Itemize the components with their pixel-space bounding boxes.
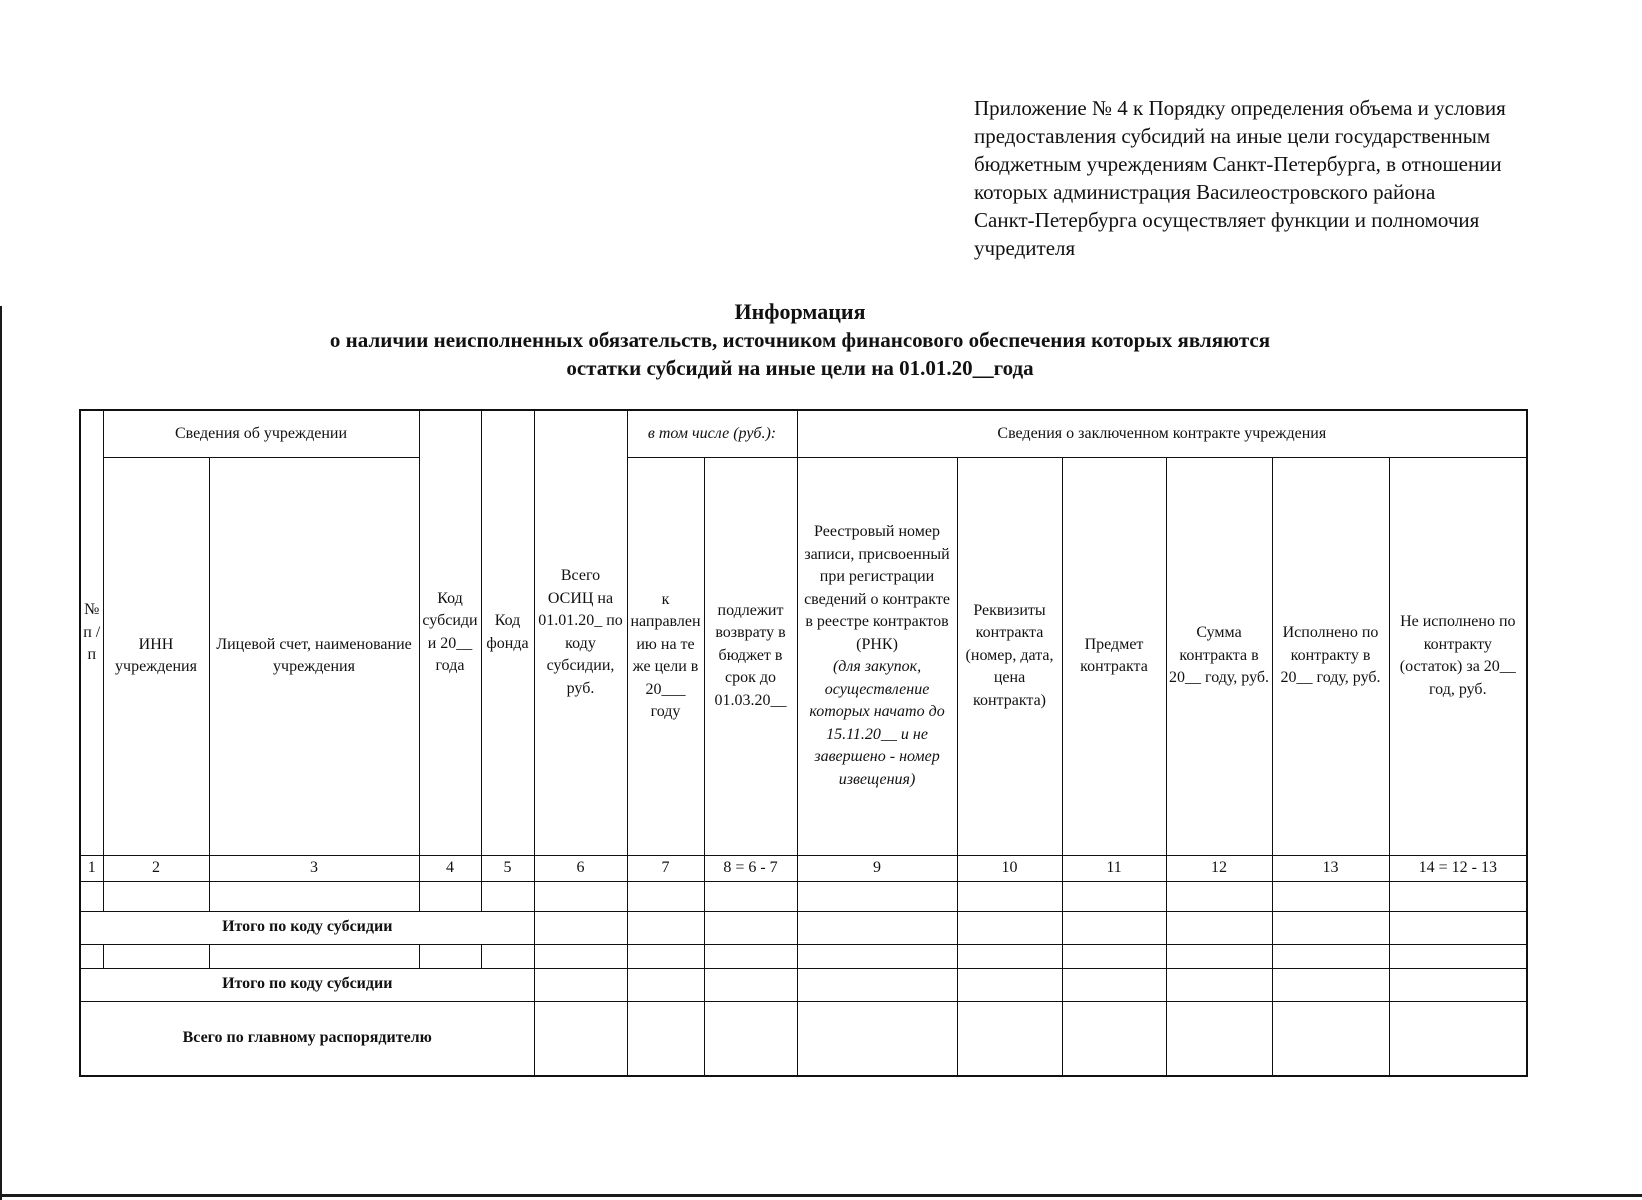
- column-numbers-row: [80, 855, 1527, 881]
- data-cell: [957, 944, 1062, 968]
- data-cell: [797, 968, 957, 1001]
- column-number: 13: [1272, 855, 1389, 881]
- data-cell: [797, 881, 957, 911]
- data-cell: [209, 944, 419, 968]
- subtotal-row: [80, 911, 1527, 944]
- data-cell: [627, 881, 704, 911]
- column-number: 3: [209, 855, 419, 881]
- column-number: 11: [1062, 855, 1166, 881]
- data-cell: [481, 881, 534, 911]
- scan-edge-bottom: [0, 1194, 1642, 1197]
- column-number: 2: [103, 855, 209, 881]
- data-cell: [103, 881, 209, 911]
- header-subject: Предмет контракта: [1062, 457, 1166, 855]
- header-account: Лицевой счет, наименование учреждения: [209, 457, 419, 855]
- data-cell: [1389, 968, 1527, 1001]
- obligations-table: [79, 409, 1528, 1077]
- table-row: [80, 944, 1527, 968]
- header-to-return: подлежит возврату в бюджет в срок до 01.03.20__: [704, 457, 797, 855]
- data-cell: [957, 968, 1062, 1001]
- header-contract-group: Сведения о заключенном контракте учреждения: [797, 410, 1527, 457]
- data-cell: [1272, 881, 1389, 911]
- data-cell: [1062, 911, 1166, 944]
- data-cell: [1389, 1001, 1527, 1076]
- column-number: 4: [419, 855, 481, 881]
- header-amount: Сумма контракта в 20__ году, руб.: [1166, 457, 1272, 855]
- data-cell: [704, 911, 797, 944]
- header-registry-note: (для закупок, осуществление которых начато до 15.11.20__ и не завершено - номер извещения): [809, 658, 945, 788]
- data-cell: [1166, 911, 1272, 944]
- column-number: 9: [797, 855, 957, 881]
- appendix-line: учредителя: [974, 236, 1076, 260]
- appendix-line: предоставления субсидий на иные цели государственным: [974, 124, 1491, 148]
- appendix-line: которых администрация Василеостровского района: [974, 180, 1436, 204]
- data-cell: [1166, 968, 1272, 1001]
- data-cell: [1389, 911, 1527, 944]
- data-cell: [534, 1001, 627, 1076]
- data-cell: [957, 1001, 1062, 1076]
- title-line-2: о наличии неисполненных обязательств, источником финансового обеспечения которых являются: [329, 328, 1271, 352]
- data-cell: [627, 1001, 704, 1076]
- data-cell: [419, 881, 481, 911]
- data-cell: [1166, 881, 1272, 911]
- data-cell: [627, 968, 704, 1001]
- data-cell: [797, 944, 957, 968]
- data-cell: [627, 911, 704, 944]
- header-not-executed: Не исполнено по контракту (остаток) за 20__ год, руб.: [1389, 457, 1527, 855]
- data-cell: [797, 1001, 957, 1076]
- title-line-3: остатки субсидий на иные цели на 01.01.20__года: [566, 356, 1034, 380]
- header-institution-group: Сведения об учреждении: [103, 410, 419, 457]
- data-cell: [957, 911, 1062, 944]
- header-including: в том числе (руб.):: [627, 410, 797, 457]
- header-executed: Исполнено по контракту в 20__ году, руб.: [1272, 457, 1389, 855]
- data-cell: [704, 1001, 797, 1076]
- data-cell: [1389, 944, 1527, 968]
- data-cell: [627, 944, 704, 968]
- header-num: № п / п: [80, 410, 103, 855]
- document-title: [180, 298, 1420, 382]
- column-number: 5: [481, 855, 534, 881]
- data-cell: [1062, 944, 1166, 968]
- data-cell: [103, 944, 209, 968]
- data-cell: [1272, 944, 1389, 968]
- header-same-goals: к направлению на те же цели в 20___ году: [627, 457, 704, 855]
- data-cell: [534, 968, 627, 1001]
- column-number: 12: [1166, 855, 1272, 881]
- data-cell: [1062, 968, 1166, 1001]
- column-number: 10: [957, 855, 1062, 881]
- data-cell: [534, 881, 627, 911]
- data-cell: [419, 944, 481, 968]
- header-subsidy-code: Код субсидии 20__ года: [419, 410, 481, 855]
- data-cell: [80, 944, 103, 968]
- column-number: 6: [534, 855, 627, 881]
- data-cell: [1272, 911, 1389, 944]
- data-cell: [209, 881, 419, 911]
- header-registry-number: Реестровый номер записи, присвоенный при регистрации сведений о контракте в реестре контрактов (РНК): [804, 523, 950, 653]
- data-cell: [1062, 881, 1166, 911]
- grand-total-label: Всего по главному распорядителю: [80, 1001, 534, 1076]
- subtotal-label: Итого по коду субсидии: [80, 968, 534, 1001]
- data-cell: [1389, 881, 1527, 911]
- data-cell: [797, 911, 957, 944]
- data-cell: [704, 944, 797, 968]
- title-line-1: Информация: [734, 299, 866, 324]
- scan-edge-left: [0, 306, 2, 1200]
- header-total: Всего ОСИЦ на 01.01.20_ по коду субсидии, руб.: [534, 410, 627, 855]
- data-cell: [957, 881, 1062, 911]
- appendix-line: Санкт-Петербурга осуществляет функции и полномочия: [974, 208, 1480, 232]
- data-cell: [704, 881, 797, 911]
- appendix-line: бюджетным учреждениям Санкт-Петербурга, в отношении: [974, 152, 1502, 176]
- data-cell: [534, 944, 627, 968]
- data-cell: [481, 944, 534, 968]
- header-requisites: Реквизиты контракта (номер, дата, цена контракта): [957, 457, 1062, 855]
- appendix-note: [974, 94, 1614, 262]
- data-cell: [80, 881, 103, 911]
- data-cell: [534, 911, 627, 944]
- column-number: 1: [80, 855, 103, 881]
- header-fund-code: Код фонда: [481, 410, 534, 855]
- data-cell: [1272, 968, 1389, 1001]
- data-cell: [1166, 944, 1272, 968]
- header-registry: [797, 457, 957, 855]
- data-cell: [1062, 1001, 1166, 1076]
- data-cell: [1272, 1001, 1389, 1076]
- header-inn: ИНН учреждения: [103, 457, 209, 855]
- subtotal-row: [80, 968, 1527, 1001]
- grand-total-row: [80, 1001, 1527, 1076]
- subtotal-label: Итого по коду субсидии: [80, 911, 534, 944]
- data-cell: [704, 968, 797, 1001]
- data-cell: [1166, 1001, 1272, 1076]
- column-number: 14 = 12 - 13: [1389, 855, 1527, 881]
- column-number: 8 = 6 - 7: [704, 855, 797, 881]
- column-number: 7: [627, 855, 704, 881]
- appendix-line: Приложение № 4 к Порядку определения объема и условия: [974, 96, 1506, 120]
- table-row: [80, 881, 1527, 911]
